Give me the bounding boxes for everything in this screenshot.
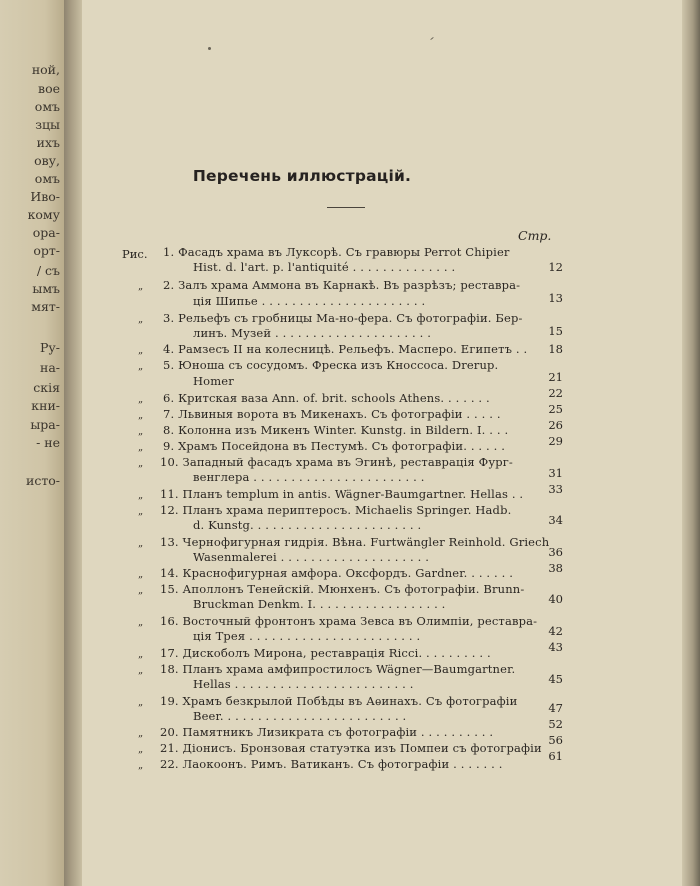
entry-line: 7. Львиныя ворота въ Микенахъ. Съ фотографіи . . . . . <box>163 407 501 421</box>
page-number: 18 <box>548 342 563 356</box>
entry-line: 1. Фасадъ храма въ Луксорѣ. Съ гравюры Perrot Chipier <box>163 245 510 259</box>
left-page-fragment: - не <box>36 435 60 450</box>
page-number: 33 <box>548 482 563 496</box>
page-number: 29 <box>548 434 563 448</box>
page-number: 31 <box>548 466 563 480</box>
entry-line: 9. Храмъ Посейдона въ Пестумѣ. Съ фотографіи. . . . . . <box>163 439 506 453</box>
left-page-fragment: ымъ <box>32 281 60 296</box>
left-page-fragment: ихъ <box>36 135 60 150</box>
entry-line: 6. Критская ваза Ann. of. brit. schools Athens. . . . . . . <box>163 391 490 405</box>
page-number: 38 <box>548 561 563 575</box>
entry-line: 11. Планъ templum in antis. Wägner-Baumgartner. Hellas . . <box>160 487 524 501</box>
page-number: 45 <box>548 672 563 686</box>
left-page-fragment: opa- <box>32 225 60 240</box>
book-gutter <box>64 0 82 886</box>
left-page <box>0 0 64 886</box>
left-page-fragment: омъ <box>34 99 60 114</box>
page-number: 15 <box>548 324 563 338</box>
entry-line: 16. Восточный фронтонъ храма Зевса въ Олимпіи, реставра- <box>160 614 538 628</box>
left-page-fragment: ыра- <box>30 417 60 432</box>
ditto-mark: „ <box>138 585 144 596</box>
ditto-mark: „ <box>138 649 144 660</box>
left-page-fragment: Иво- <box>30 189 60 204</box>
page-number: 47 <box>548 701 563 715</box>
entry-line: Homer <box>193 374 234 388</box>
entry-line: Wasenmalerei . . . . . . . . . . . . . . . . . . . . <box>193 550 430 564</box>
page-number: 25 <box>548 402 563 416</box>
page-number: 56 <box>548 733 563 747</box>
left-page-fragment: скія <box>33 380 60 395</box>
ink-speck <box>208 47 211 50</box>
ditto-mark: „ <box>138 617 144 628</box>
left-page-fragment: зцы <box>35 117 60 132</box>
ditto-mark: „ <box>138 442 144 453</box>
entry-line: 18. Планъ храма амфипростилосъ Wägner—Baumgartner. <box>160 662 516 676</box>
left-page-fragment: opт- <box>33 243 60 258</box>
entry-line: Hist. d. l'art. p. l'antiquité . . . . . . . . . . . . . . <box>193 260 456 274</box>
left-page-fragment: мят- <box>31 299 60 314</box>
left-page-fragment: / съ <box>36 263 60 278</box>
entry-line: 10. Западный фасадъ храма въ Эгинѣ, реставрація Фург- <box>160 455 513 469</box>
page-edge <box>682 0 700 886</box>
entry-line: ція Шипье . . . . . . . . . . . . . . . . . . . . . . <box>193 294 426 308</box>
ditto-mark: „ <box>138 506 144 517</box>
title-rule <box>327 207 365 208</box>
page-number: 12 <box>548 260 563 274</box>
left-page-fragment: кни- <box>31 398 60 413</box>
entry-line: 12. Планъ храма периптеросъ. Michaelis Springer. Hadb. <box>160 503 512 517</box>
entry-line: Bruckman Denkm. I. . . . . . . . . . . . . . . . . . <box>193 597 446 611</box>
left-page-fragment: омъ <box>34 171 60 186</box>
left-page-fragment: кому <box>27 207 60 222</box>
entry-line: 19. Храмъ безкрылой Побѣды въ Аѳинахъ. Съ фотографіи <box>160 694 518 708</box>
entry-line: 8. Колонна изъ Микенъ Winter. Kunstg. in Bildern. I. . . . <box>163 423 509 437</box>
page-column-header: Стр. <box>518 228 552 243</box>
ditto-mark: „ <box>138 744 144 755</box>
ditto-mark: „ <box>138 569 144 580</box>
page-title: Перечень иллюстрацій. <box>192 167 412 185</box>
entry-line: 22. Лаокоонъ. Римъ. Ватиканъ. Съ фотографіи . . . . . . . <box>160 757 503 771</box>
left-page-fragment: Ру- <box>40 340 60 355</box>
page-number: 36 <box>548 545 563 559</box>
entry-line: Beer. . . . . . . . . . . . . . . . . . . . . . . . . <box>193 709 407 723</box>
ditto-mark: „ <box>138 410 144 421</box>
left-page-fragment: вое <box>38 81 60 96</box>
ditto-mark: „ <box>138 760 144 771</box>
page-number: 42 <box>548 624 563 638</box>
ditto-mark: „ <box>138 697 144 708</box>
left-page-fragment: ной, <box>31 62 60 77</box>
entry-line: 13. Чернофигурная гидрія. Вѣна. Furtwängler Reinhold. Griech <box>160 535 550 549</box>
entry-line: Hellas . . . . . . . . . . . . . . . . . . . . . . . . <box>193 677 414 691</box>
entry-line: 2. Залъ храма Аммона въ Карнакѣ. Въ разрѣзъ; реставра- <box>163 278 521 292</box>
entry-line: d. Kunstg. . . . . . . . . . . . . . . . . . . . . . . <box>193 518 422 532</box>
page-number: 34 <box>548 513 563 527</box>
entry-line: 14. Краснофигурная амфора. Оксфордъ. Gardner. . . . . . . <box>160 566 514 580</box>
figure-prefix: Рис. <box>122 247 148 261</box>
ditto-mark: „ <box>138 361 144 372</box>
ditto-mark: „ <box>138 728 144 739</box>
entry-line: 3. Рельефъ съ гробницы Ма-но-фера. Съ фотографіи. Бер- <box>163 311 523 325</box>
left-page-fragment: исто- <box>26 473 60 488</box>
entry-line: 17. Дискоболъ Мирона, реставрація Ricci. . . . . . . . . . <box>160 646 491 660</box>
page-number: 26 <box>548 418 563 432</box>
ditto-mark: „ <box>138 665 144 676</box>
page-number: 40 <box>548 592 563 606</box>
entry-line: 5. Юноша съ сосудомъ. Фреска изъ Кноссоса. Drerup. <box>163 358 499 372</box>
ditto-mark: „ <box>138 394 144 405</box>
entry-line: венглера . . . . . . . . . . . . . . . . . . . . . . . <box>193 470 425 484</box>
page-number: 52 <box>548 717 563 731</box>
ditto-mark: „ <box>138 426 144 437</box>
ditto-mark: „ <box>138 345 144 356</box>
ditto-mark: „ <box>138 281 144 292</box>
entry-line: линъ. Музей . . . . . . . . . . . . . . . . . . . . . <box>193 326 432 340</box>
entry-line: ція Трея . . . . . . . . . . . . . . . . . . . . . . . <box>193 629 421 643</box>
page-number: 13 <box>548 291 563 305</box>
ditto-mark: „ <box>138 314 144 325</box>
page-number: 43 <box>548 640 563 654</box>
left-page-fragment: на- <box>39 360 60 375</box>
page-number: 61 <box>548 749 563 763</box>
page-number: 21 <box>548 370 563 384</box>
ditto-mark: „ <box>138 490 144 501</box>
entry-line: 20. Памятникъ Лизикрата съ фотографіи . . . . . . . . . . <box>160 725 494 739</box>
page-number: 22 <box>548 386 563 400</box>
entry-line: 21. Діонисъ. Бронзовая статуэтка изъ Помпеи съ фотографіи <box>160 741 542 755</box>
ditto-mark: „ <box>138 458 144 469</box>
entry-line: 4. Рамзесъ II на колесницѣ. Рельефъ. Масперо. Египетъ . . <box>163 342 528 356</box>
entry-line: 15. Аполлонъ Тенейскій. Мюнхенъ. Съ фотографіи. Brunn- <box>160 582 525 596</box>
left-page-fragment: ову, <box>34 153 60 168</box>
ditto-mark: „ <box>138 538 144 549</box>
